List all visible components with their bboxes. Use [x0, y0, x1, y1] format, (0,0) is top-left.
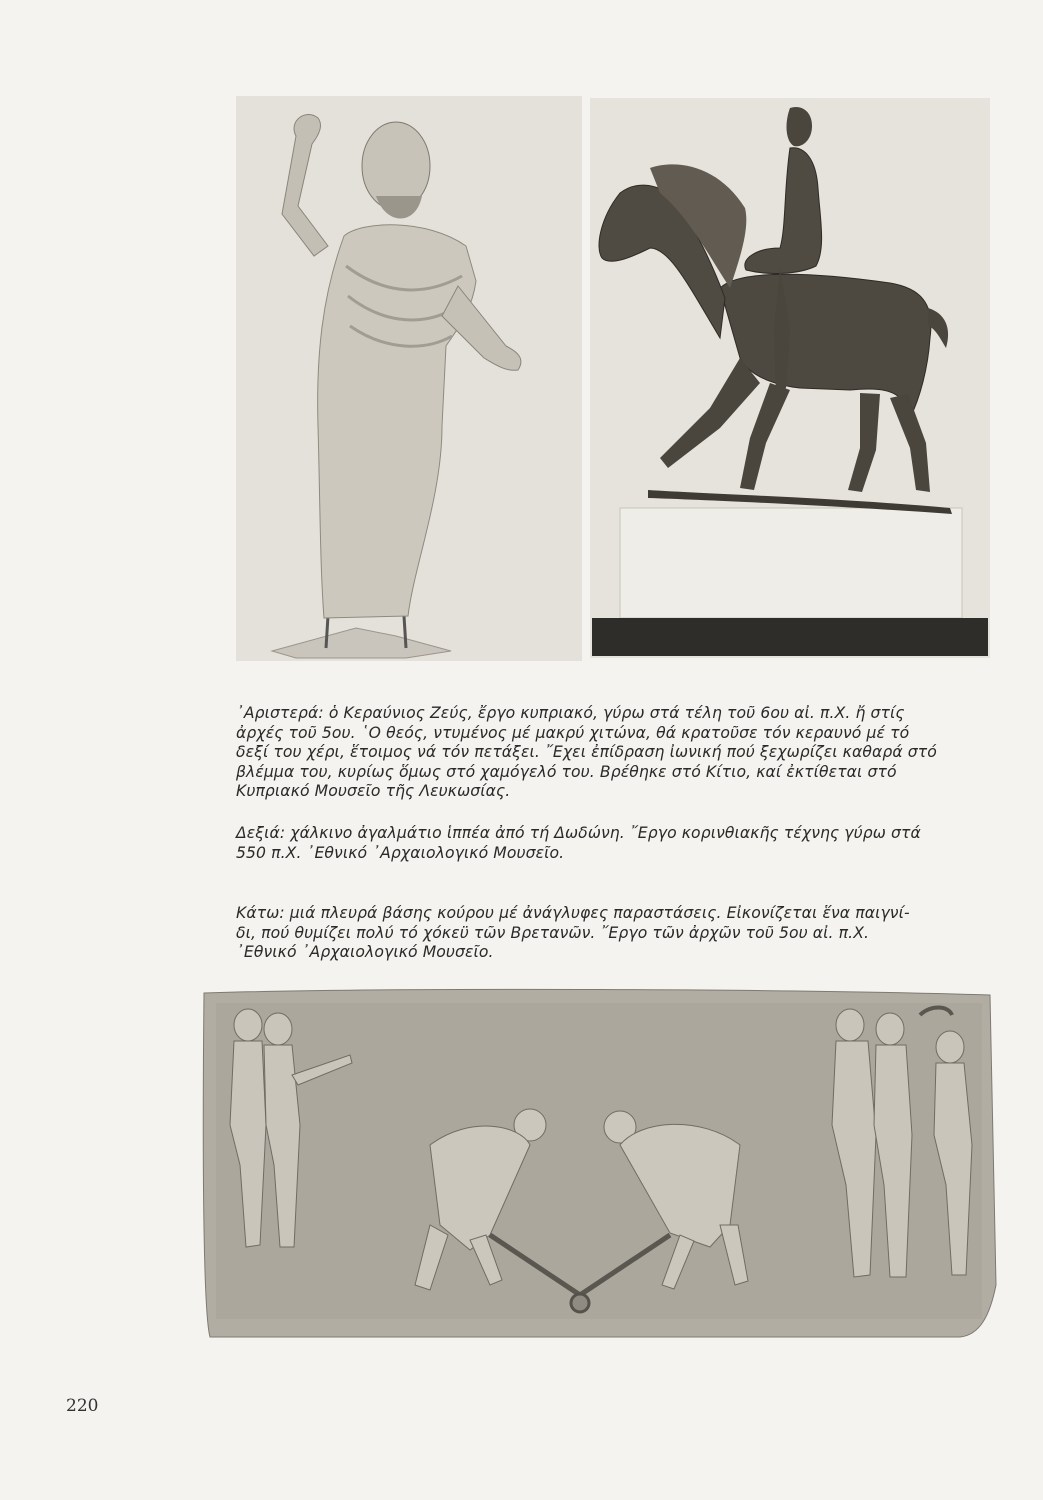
caption-line: ᾿Αριστερά: ὁ Κεραύνιος Ζεύς, ἔργο κυπριακό, γύρω στά τέλη τοῦ 6ου αἰ. π.Χ. ἤ στίς	[236, 704, 905, 722]
caption-bottom-relief	[236, 904, 988, 963]
caption-left-zeus	[236, 704, 988, 802]
caption-line: ᾿Εθνικό ᾿Αρχαιολογικό Μουσεῖο.	[236, 943, 494, 961]
caption-line: βλέμμα του, κυρίως ὅμως στό χαμόγελό του. Βρέθηκε στό Κίτιο, καί ἐκτίθεται στό	[236, 762, 897, 781]
caption-line: Δεξιά: χάλκινο ἀγαλμάτιο ἱππέα ἀπό τή Δωδώνη. ῎Εργο κορινθιακῆς τέχνης γύρω στά	[236, 824, 921, 842]
caption-line: δι, πού θυμίζει πολύ τό χόκεϋ τῶν Βρετανῶν. ῎Εργο τῶν ἀρχῶν τοῦ 5ου αἰ. π.Χ.	[236, 923, 870, 942]
zeus-statuette-photo	[236, 96, 582, 661]
caption-line: ἀρχές τοῦ 5ου. ῾Ο θεός, ντυμένος μέ μακρύ χιτώνα, θά κρατοῦσε τόν κεραυνό μέ τό	[236, 723, 910, 742]
caption-line: Κάτω: μιά πλευρά βάσης κούρου μέ ἀνάγλυφες παραστάσεις. Εἰκονίζεται ἕνα παιγνί-	[236, 904, 910, 922]
caption-line: δεξί του χέρι, ἕτοιμος νά τόν πετάξει. ῎Εχει ἐπίδραση ἰωνική πού ξεχωρίζει καθαρά στό	[236, 743, 937, 761]
caption-line: 550 π.Χ. ᾿Εθνικό ᾿Αρχαιολογικό Μουσεῖο.	[236, 843, 565, 862]
caption-right-rider	[236, 824, 988, 863]
page-number: 220	[66, 1396, 99, 1416]
hockey-relief-photo	[200, 985, 1000, 1343]
bronze-rider-photo	[590, 98, 990, 658]
caption-line: Κυπριακό Μουσεῖο τῆς Λευκωσίας.	[236, 782, 511, 800]
